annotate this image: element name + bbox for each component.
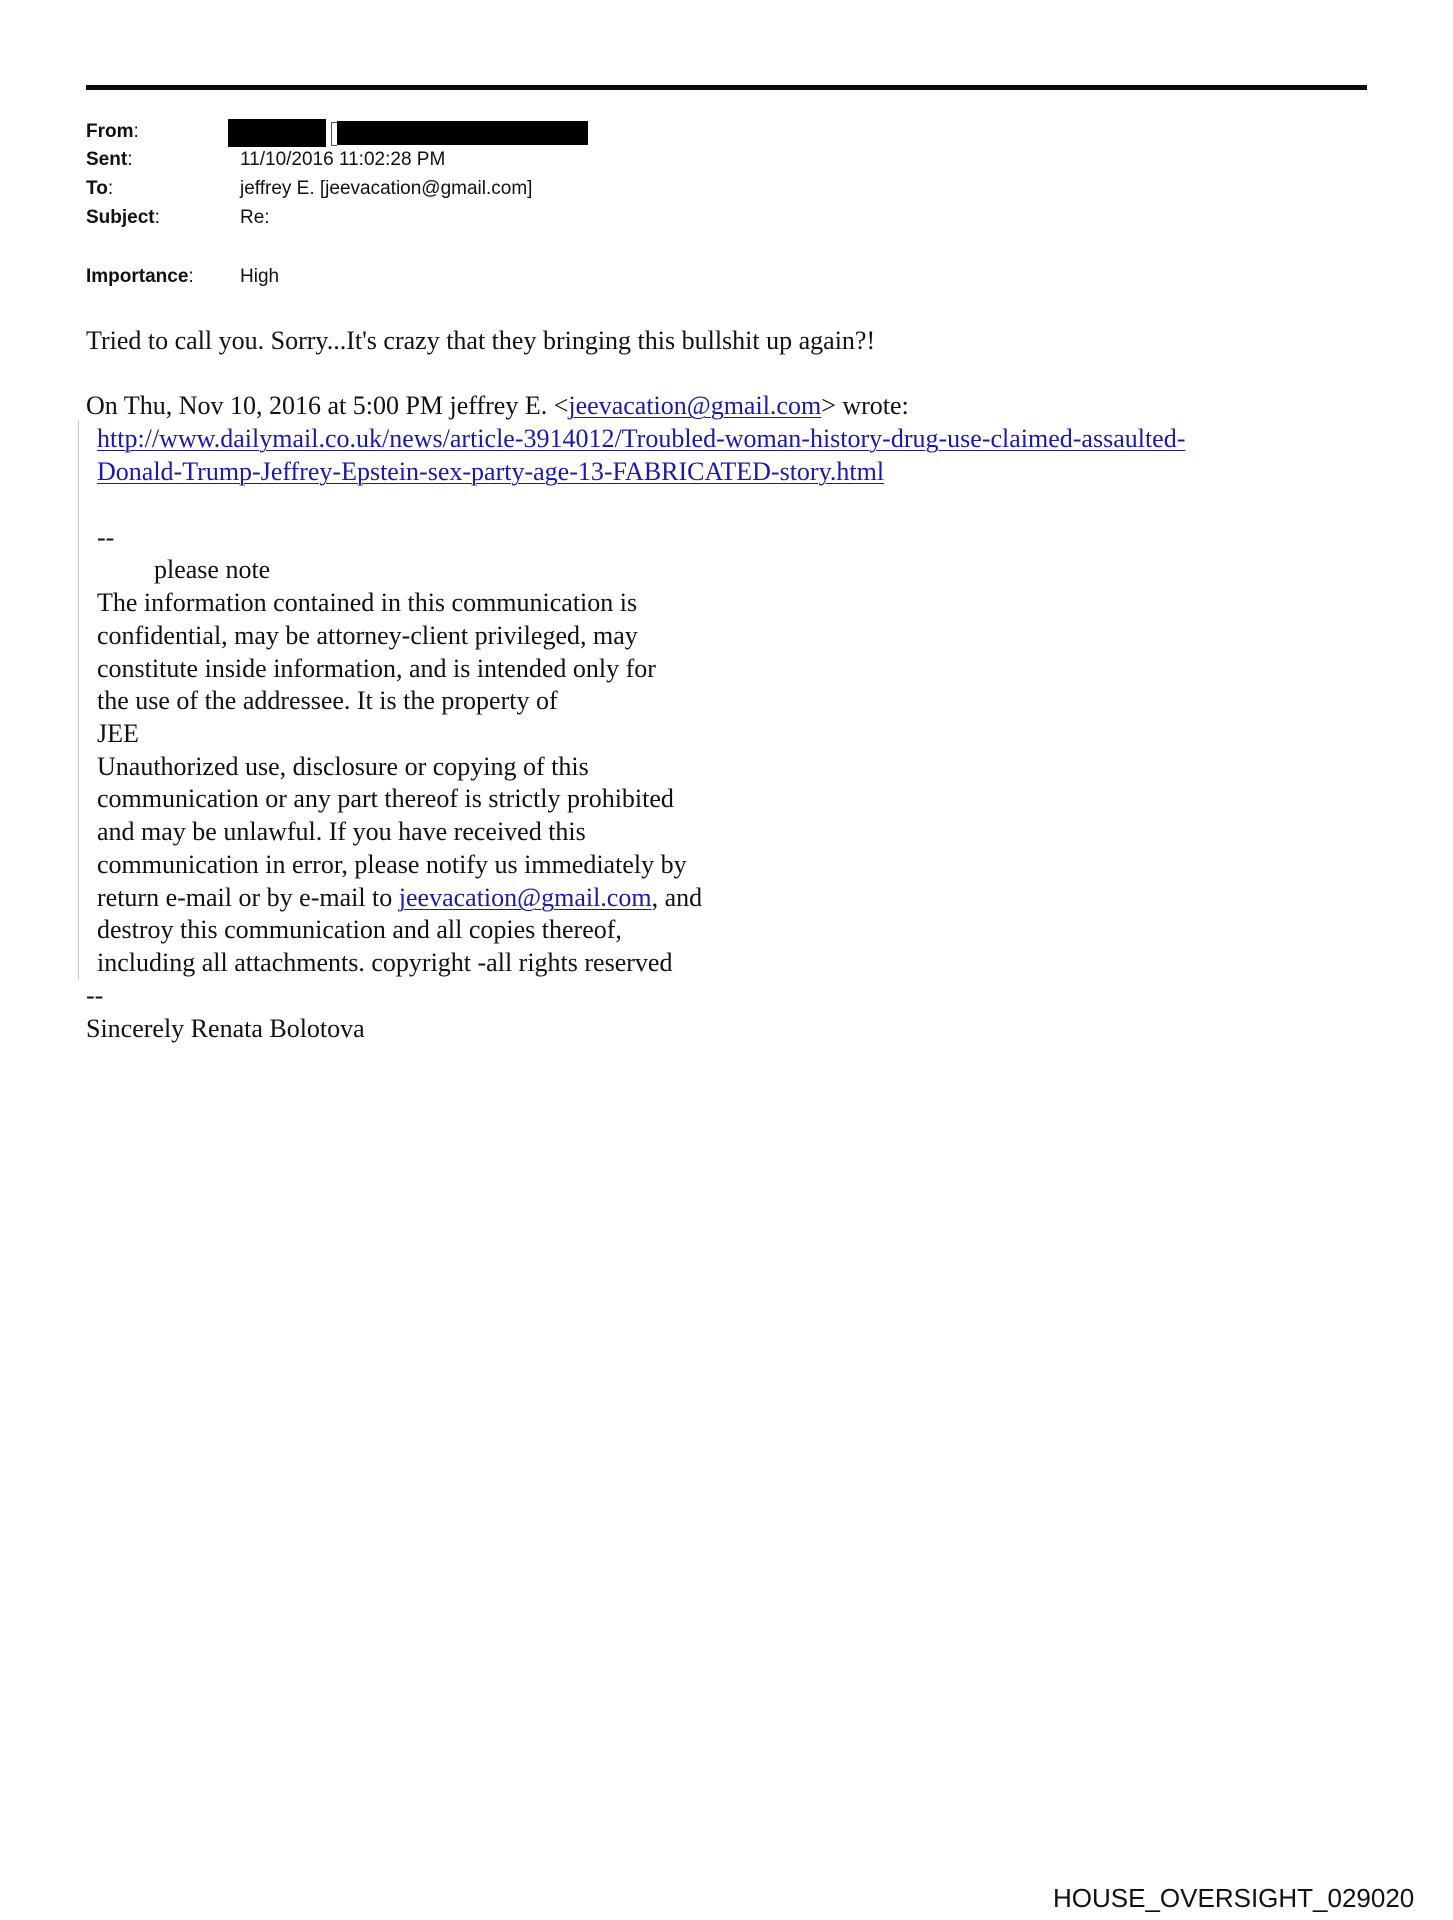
redaction-box-sender-email: [337, 121, 588, 145]
redaction-box-sender-name: [228, 119, 326, 147]
disclaimer-line: the use of the addressee. It is the property of: [97, 686, 558, 715]
signature: Sincerely Renata Bolotova: [86, 1014, 365, 1043]
importance-label: Importance:: [86, 266, 194, 287]
disclaimer-line: communication in error, please notify us immediately by: [97, 850, 687, 879]
disclaimer-line: Unauthorized use, disclosure or copying of this: [97, 752, 589, 781]
quote-intro: On Thu, Nov 10, 2016 at 5:00 PM jeffrey E. <jeevacation@gmail.com> wrote:: [86, 391, 909, 420]
disclaimer-line: destroy this communication and all copies thereof,: [97, 915, 622, 944]
header-rule: [86, 85, 1367, 90]
article-link-part1[interactable]: http://www.dailymail.co.uk/news/article-3914012/Troubled-woman-history-drug-use-claimed-assaulted-: [97, 424, 1186, 453]
disclaimer-email-line: return e-mail or by e-mail to jeevacation@gmail.com, and: [97, 883, 703, 912]
bates-number: HOUSE_OVERSIGHT_029020: [1053, 1883, 1415, 1913]
message-text: Tried to call you. Sorry...It's crazy that they bringing this bullshit up again?!: [86, 326, 876, 355]
disclaimer-line: confidential, may be attorney-client privileged, may: [97, 621, 638, 650]
article-link-part2[interactable]: Donald-Trump-Jeffrey-Epstein-sex-party-age-13-FABRICATED-story.html: [97, 457, 885, 486]
please-note: please note: [154, 555, 271, 584]
to-label: To:: [86, 178, 114, 199]
disclaimer-line: constitute inside information, and is intended only for: [97, 654, 656, 683]
from-label: From:: [86, 121, 139, 142]
disclaimer-line: The information contained in this communication is: [97, 588, 638, 617]
quote-intro-email-link[interactable]: jeevacation@gmail.com: [568, 391, 822, 420]
signature-separator: --: [97, 523, 115, 552]
importance-value: High: [240, 266, 280, 287]
quote-bar: [78, 420, 79, 980]
disclaimer-email-link[interactable]: jeevacation@gmail.com: [398, 883, 652, 912]
sent-label: Sent:: [86, 149, 133, 170]
disclaimer-line: JEE: [97, 719, 139, 748]
disclaimer-line: including all attachments. copyright -all rights reserved: [97, 948, 673, 977]
to-value: jeffrey E. [jeevacation@gmail.com]: [240, 178, 533, 199]
article-link-line2[interactable]: [97, 456, 884, 488]
disclaimer-line: communication or any part thereof is strictly prohibited: [97, 784, 674, 813]
subject-label: Subject:: [86, 207, 160, 228]
disclaimer-line: and may be unlawful. If you have received this: [97, 817, 586, 846]
article-link-line1[interactable]: [97, 423, 1185, 455]
subject-value: Re:: [240, 207, 270, 228]
sent-value: 11/10/2016 11:02:28 PM: [240, 149, 446, 170]
closing-separator: --: [86, 981, 104, 1010]
